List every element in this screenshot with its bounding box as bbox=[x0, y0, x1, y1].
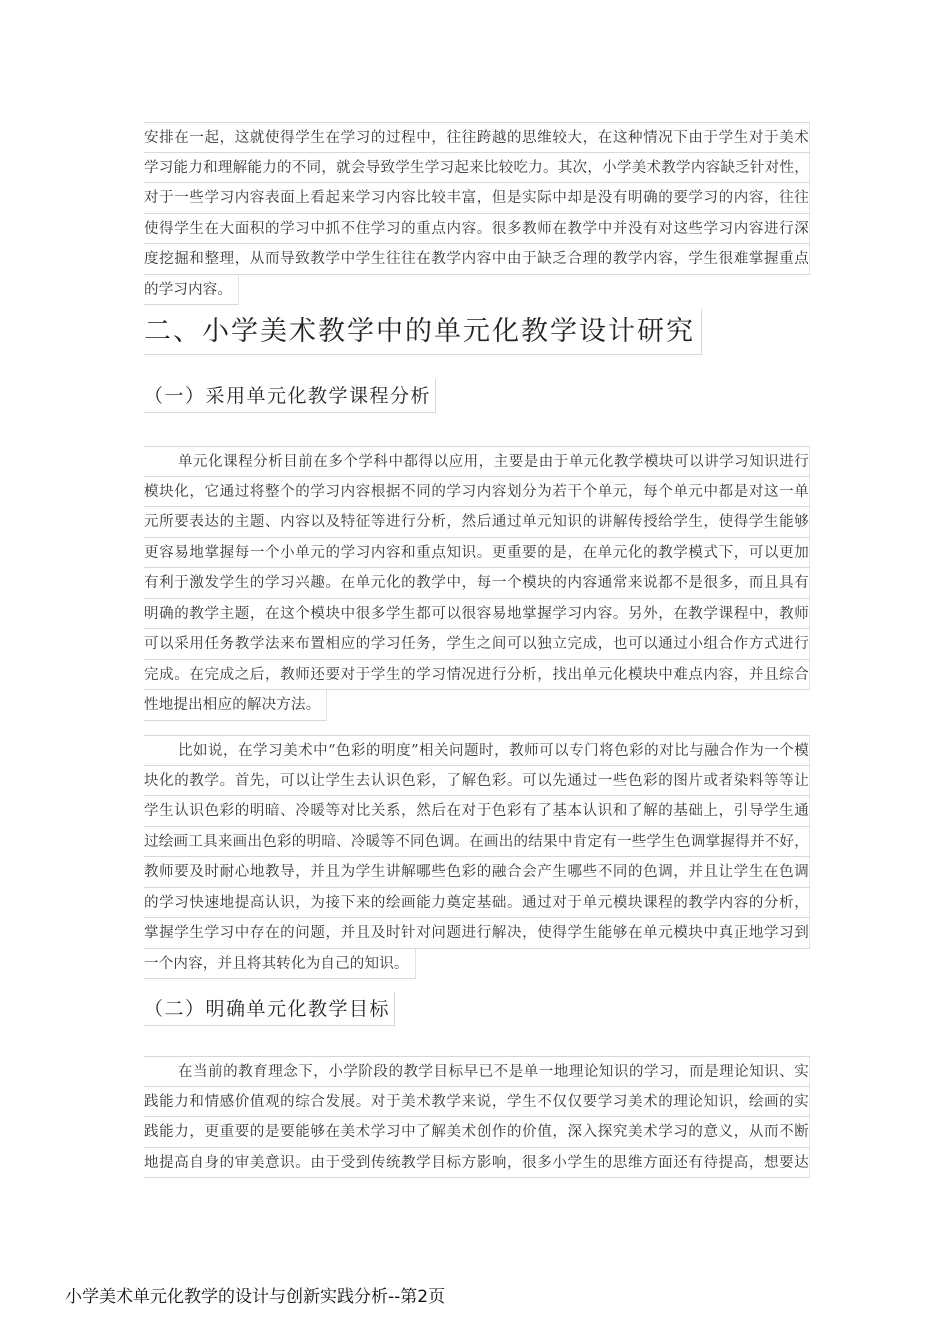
paragraph-course-analysis bbox=[144, 446, 810, 725]
subsection-heading-course-analysis: （一）采用单元化教学课程分析 bbox=[144, 379, 436, 413]
paragraph-color-example bbox=[144, 735, 810, 983]
text-line: 地提高自身的审美意识。由于受到传统教学目标方影响，很多小学生的思维方面还有待提高，想要达 bbox=[144, 1148, 810, 1179]
text-line: 度挖掘和整理，从而导致教学中学生往往在教学内容中由于缺乏合理的教学内容，学生很难掌握重点 bbox=[144, 244, 810, 275]
subsection-heading-teaching-goals: （二）明确单元化教学目标 bbox=[144, 992, 395, 1026]
text-line: 的学习快速地提高认识，为接下来的绘画能力奠定基础。通过对于单元模块课程的教学内容的分析， bbox=[144, 888, 810, 919]
paragraph-teaching-goals bbox=[144, 1056, 810, 1178]
text-line: 有利于激发学生的学习兴趣。在单元化的教学中，每一个模块的内容通常来说都不是很多，而且具有 bbox=[144, 568, 810, 599]
section-heading: 二、小学美术教学中的单元化教学设计研究 bbox=[144, 309, 702, 355]
page-footer: 小学美术单元化教学的设计与创新实践分析--第2页 bbox=[65, 1287, 446, 1307]
text-line: 学生认识色彩的明暗、冷暖等对比关系，然后在对于色彩有了基本认识和了解的基础上，引导学生通 bbox=[144, 796, 810, 827]
text-line: 一个内容，并且将其转化为自己的知识。 bbox=[144, 949, 416, 980]
text-line: 安排在一起，这就使得学生在学习的过程中，往往跨越的思维较大，在这种情况下由于学生对于美术 bbox=[144, 122, 810, 153]
paragraph-intro-continued bbox=[144, 122, 810, 309]
text-line: 掌握学生学习中存在的问题，并且及时针对问题进行解决，使得学生能够在单元模块中真正地学习到 bbox=[144, 918, 810, 949]
text-line: 更容易地掌握每一个小单元的学习内容和重点知识。更重要的是，在单元化的教学模式下，可以更加 bbox=[144, 538, 810, 569]
text-line: 践能力，更重要的是要能够在美术学习中了解美术创作的价值，深入探究美术学习的意义，从而不断 bbox=[144, 1117, 810, 1148]
text-line: 比如说，在学习美术中“色彩的明度”相关问题时，教师可以专门将色彩的对比与融合作为一个模 bbox=[144, 735, 810, 766]
text-line: 完成。在完成之后，教师还要对于学生的学习情况进行分析，找出单元化模块中难点内容，并且综合 bbox=[144, 660, 810, 691]
text-line: 性地提出相应的解决方法。 bbox=[144, 690, 327, 721]
text-line: 教师要及时耐心地教导，并且为学生讲解哪些色彩的融合会产生哪些不同的色调，并且让学生在色调 bbox=[144, 857, 810, 888]
text-line: 单元化课程分析目前在多个学科中都得以应用，主要是由于单元化教学模块可以讲学习知识进行 bbox=[144, 446, 810, 477]
text-line: 的学习内容。 bbox=[144, 275, 239, 306]
text-line: 践能力和情感价值观的综合发展。对于美术教学来说，学生不仅仅要学习美术的理论知识，绘画的实 bbox=[144, 1087, 810, 1118]
text-line: 块化的教学。首先，可以让学生去认识色彩，了解色彩。可以先通过一些色彩的图片或者染料等等让 bbox=[144, 766, 810, 797]
text-line: 明确的教学主题，在这个模块中很多学生都可以很容易地掌握学习内容。另外，在教学课程中，教师 bbox=[144, 599, 810, 630]
text-line: 过绘画工具来画出色彩的明暗、冷暖等不同色调。在画出的结果中肯定有一些学生色调掌握得并不好， bbox=[144, 827, 810, 858]
text-line: 元所要表达的主题、内容以及特征等进行分析，然后通过单元知识的讲解传授给学生，使得学生能够 bbox=[144, 507, 810, 538]
text-line: 在当前的教育理念下，小学阶段的教学目标早已不是单一地理论知识的学习，而是理论知识、实 bbox=[144, 1056, 810, 1087]
text-line: 使得学生在大面积的学习中抓不住学习的重点内容。很多教师在教学中并没有对这些学习内容进行深 bbox=[144, 214, 810, 245]
text-line: 模块化，它通过将整个的学习内容根据不同的学习内容划分为若干个单元，每个单元中都是对这一单 bbox=[144, 477, 810, 508]
text-line: 学习能力和理解能力的不同，就会导致学生学习起来比较吃力。其次，小学美术教学内容缺乏针对性， bbox=[144, 153, 810, 184]
text-line: 对于一些学习内容表面上看起来学习内容比较丰富，但是实际中却是没有明确的要学习的内容，往往 bbox=[144, 183, 810, 214]
text-line: 可以采用任务教学法来布置相应的学习任务，学生之间可以独立完成，也可以通过小组合作方式进行 bbox=[144, 629, 810, 660]
